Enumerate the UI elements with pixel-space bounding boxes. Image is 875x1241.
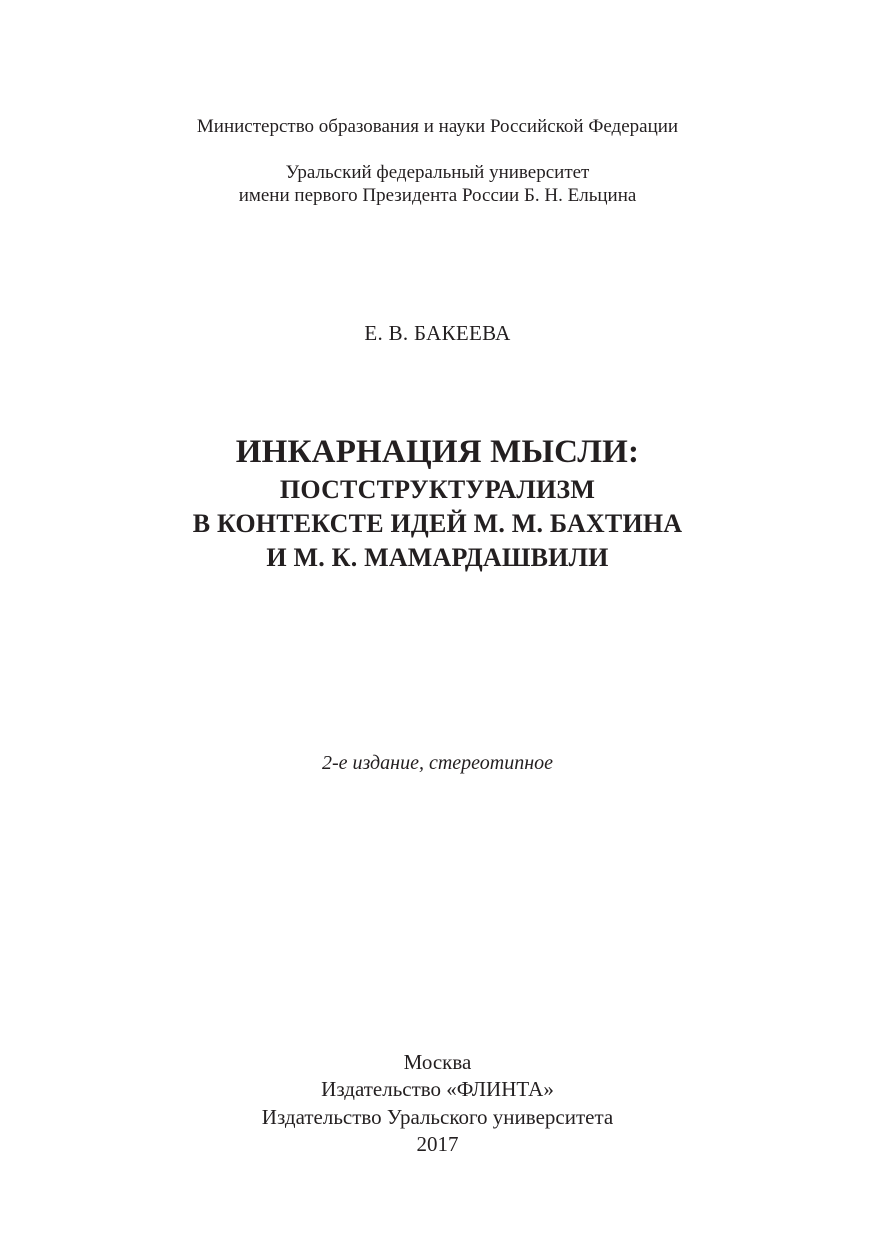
imprint-city: Москва [403, 1050, 472, 1074]
edition-note: 2-е издание, стереотипное [321, 752, 554, 774]
book-subtitle-line1: ПОСТСТРУКТУРАЛИЗМ [279, 475, 596, 504]
ministry-name: Министерство образования и науки Российской Федерации [196, 116, 679, 137]
book-subtitle-line3: И М. К. МАМАРДАШВИЛИ [266, 543, 609, 572]
book-title: ИНКАРНАЦИЯ МЫСЛИ: [235, 434, 640, 470]
book-subtitle-line2: В КОНТЕКСТЕ ИДЕЙ М. М. БАХТИНА [192, 509, 683, 538]
imprint-publisher-flinta: Издательство «ФЛИНТА» [321, 1077, 554, 1101]
author-name: Е. В. БАКЕЕВА [364, 321, 511, 345]
imprint-year: 2017 [416, 1132, 459, 1156]
university-name: Уральский федеральный университет [285, 162, 590, 183]
imprint-publisher-ural: Издательство Уральского университета [261, 1105, 614, 1129]
university-dedication: имени первого Президента России Б. Н. Ельцина [238, 185, 637, 206]
